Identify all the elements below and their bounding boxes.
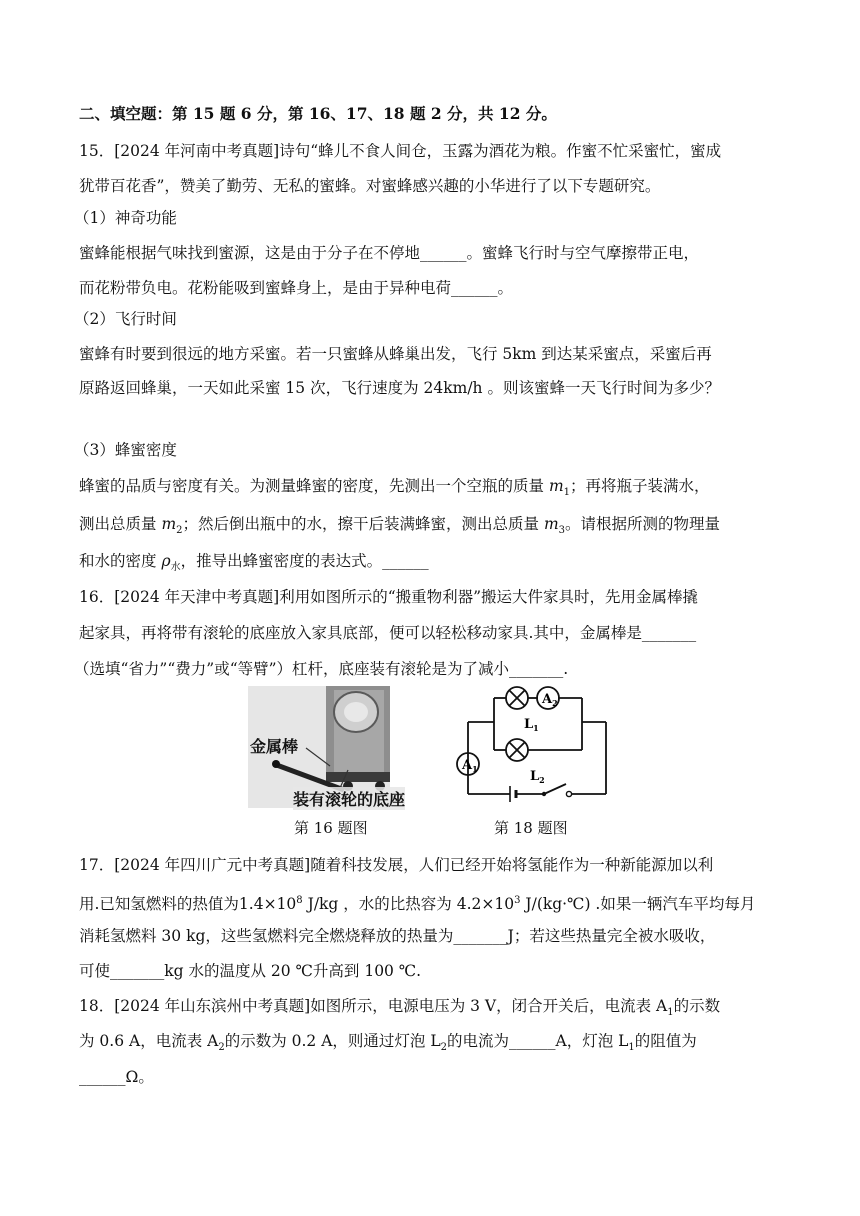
lamp-l2-label: $L_2$: [530, 769, 545, 785]
q17-line3: 消耗氢燃料 30 kg，这些氢燃料完全燃烧释放的热量为_______J；若这些热量完全被水吸收，: [79, 927, 716, 945]
photo-label-base: 装有滚轮的底座: [293, 787, 405, 810]
figure-18-circuit: [454, 684, 619, 808]
q15-part2-title: （2）飞行时间: [74, 310, 177, 328]
lamp-l1-label: $L_1$: [524, 717, 539, 733]
q15-part1-title: （1）神奇功能: [74, 209, 177, 227]
q15-part3-line3: 和水的密度 $\rho_水$，推导出蜂蜜密度的表达式。______: [79, 552, 429, 574]
q16-line3: （选填“省力”“费力”或“等臂”）杠杆，底座装有滚轮是为了减小_______.: [74, 660, 569, 678]
q17-line4: 可使_______kg 水的温度从 20 ℃升高到 100 ℃.: [79, 962, 422, 980]
q15-part1-line1: 蜜蜂能根据气味找到蜜源，这是由于分子在不停地______。蜜蜂飞行时与空气摩擦带正电，: [79, 244, 700, 262]
q15-line2: 犹带百花香”，赞美了勤劳、无私的蜜蜂。对蜜蜂感兴趣的小华进行了以下专题研究。: [79, 177, 661, 195]
q15-part2-line2: 原路返回蜂巢，一天如此采蜜 15 次，飞行速度为 24km/h 。则该蜜蜂一天飞行时间为多少？: [79, 379, 720, 397]
q15-part1-line2: 而花粉带负电。花粉能吸到蜜蜂身上，是由于异种电荷______。: [79, 279, 514, 297]
q15-line1: 15．[2024 年河南中考真题]诗句“蜂儿不食人间仓，玉露为酒花为粮。作蜜不忙采蜜忙，蜜成: [79, 142, 722, 160]
figure-18-caption: 第 18 题图: [494, 819, 568, 837]
figure-16-caption: 第 16 题图: [294, 819, 368, 837]
q16-line2: 起家具，再将带有滚轮的底座放入家具底部，便可以轻松移动家具.其中，金属棒是_______: [79, 624, 697, 642]
q15-part2-line1: 蜜蜂有时要到很远的地方采蜜。若一只蜜蜂从蜂巢出发，飞行 5km 到达某采蜜点，采蜜后再: [79, 345, 712, 363]
ammeter-a2-label: $A_2$: [542, 692, 558, 708]
section-title: 二、填空题：第 15 题 6 分，第 16、17、18 题 2 分，共 12 分。: [79, 104, 557, 123]
q15-part3-line2: 测出总质量 $m_2$；然后倒出瓶中的水，擦干后装满蜂蜜，测出总质量 $m_3$。请根据所测的物理量: [79, 515, 721, 537]
photo-label-bar: 金属棒: [250, 734, 298, 757]
q17-line1: 17．[2024 年四川广元中考真题]随着科技发展，人们已经开始将氢能作为一种新能源加以利: [79, 856, 714, 874]
q18-line2: 为 0.6 A，电流表 $A_2$的示数为 0.2 A，则通过灯泡 $L_2$的电流为______A，灯泡 $L_1$的阻值为: [79, 1032, 697, 1054]
q17-line2: 用.已知氢燃料的热值为$1.4\times 10^8$ J/kg ，水的比热容为 $4.2\times 10^3$ J/(kg·℃) .如果一辆汽车平均每月: [79, 895, 756, 914]
q18-line1: 18．[2024 年山东滨州中考真题]如图所示，电源电压为 3 V，闭合开关后，电流表 $A_1$的示数: [79, 997, 721, 1019]
q16-line1: 16．[2024 年天津中考真题]利用如图所示的“搬重物利器”搬运大件家具时，先用金属棒撬: [79, 588, 699, 606]
q18-line3: ______Ω。: [79, 1068, 154, 1086]
q15-part3-title: （3）蜂蜜密度: [74, 441, 177, 459]
q15-part3-line1: 蜂蜜的品质与密度有关。为测量蜂蜜的密度，先测出一个空瓶的质量 $m_1$；再将瓶子装满水，: [79, 477, 710, 499]
ammeter-a1-label: $A_1$: [462, 758, 478, 774]
